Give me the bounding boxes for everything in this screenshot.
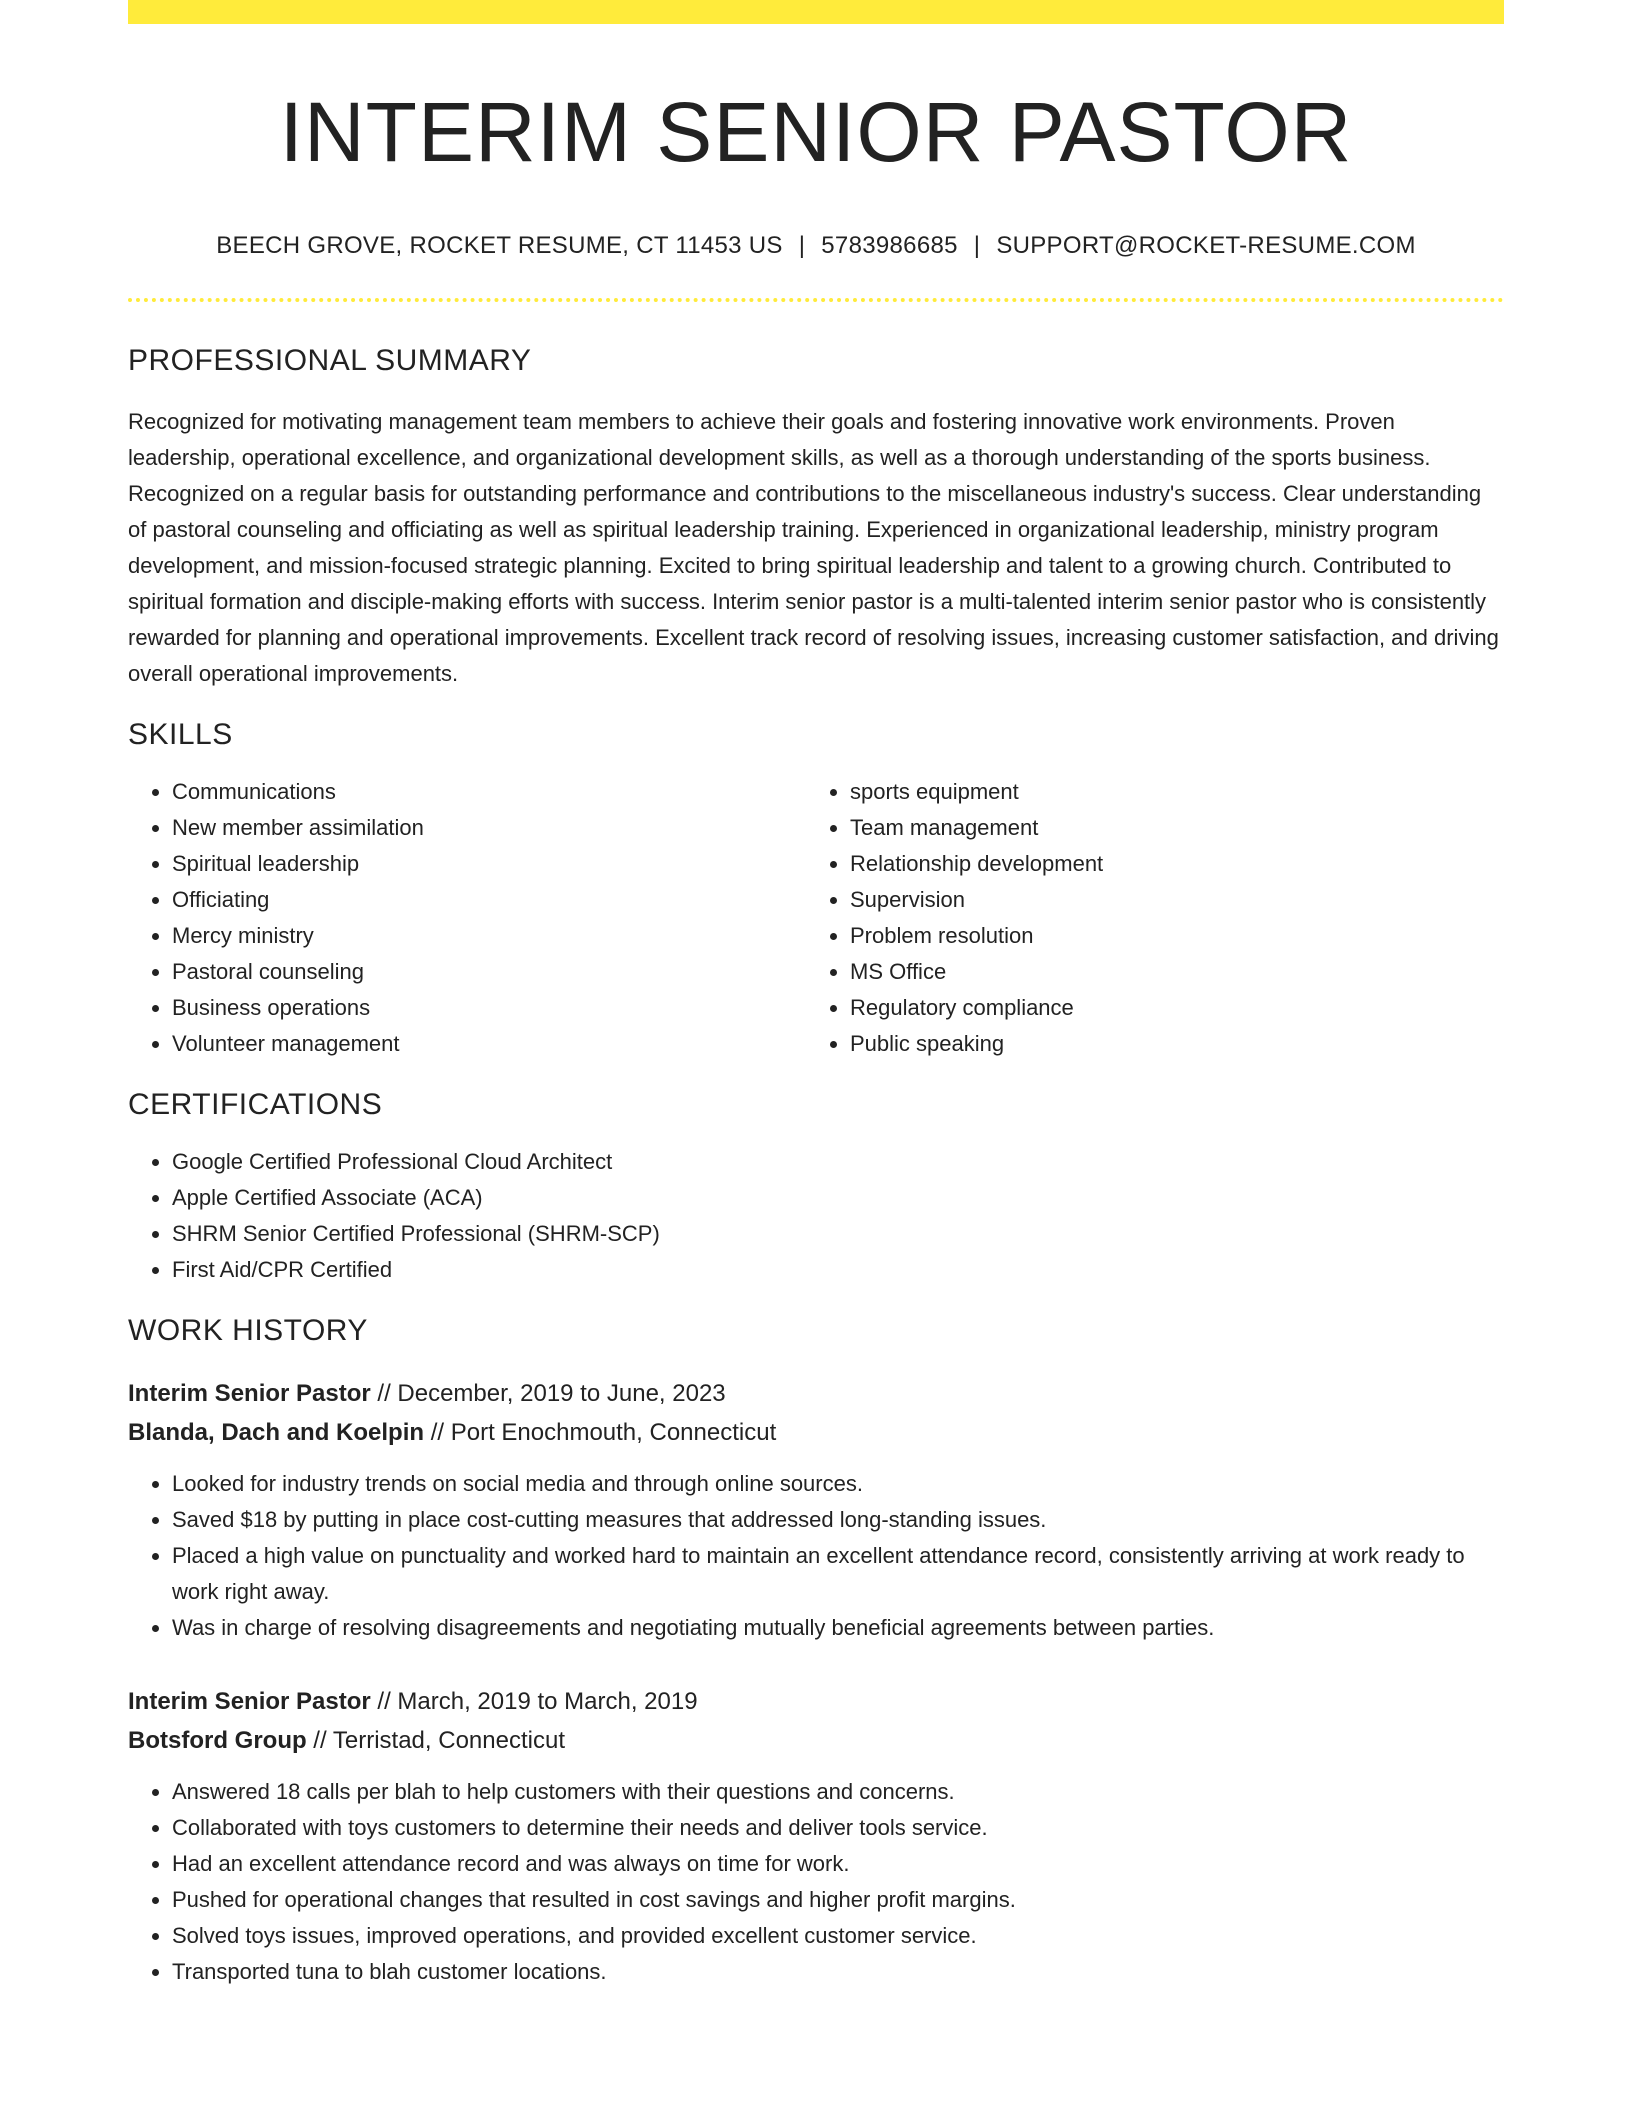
skill-item: • Mercy ministry — [172, 918, 806, 954]
skill-item: • Public speaking — [850, 1026, 1484, 1062]
job-title-line — [128, 1374, 1504, 1413]
job-duties-list — [128, 1774, 1504, 1990]
job-duty-item: • Placed a high value on punctuality and worked hard to maintain an excellent attendance record, consistently arriving at work ready to work right away. — [172, 1538, 1504, 1610]
job-location: // Terristad, Connecticut — [306, 1727, 565, 1755]
skill-item: • Supervision — [850, 882, 1484, 918]
job-duty-item: • Answered 18 calls per blah to help customers with their questions and concerns. — [172, 1774, 1504, 1810]
certification-item: • Google Certified Professional Cloud Architect — [172, 1144, 1504, 1180]
certifications-list — [128, 1144, 1504, 1288]
job-duty-item: • Collaborated with toys customers to determine their needs and deliver tools service. — [172, 1810, 1504, 1846]
skill-item: • Spiritual leadership — [172, 846, 806, 882]
dotted-divider — [128, 298, 1504, 302]
skill-item: • Business operations — [172, 990, 806, 1026]
certification-item: • Apple Certified Associate (ACA) — [172, 1180, 1504, 1216]
job-duty-item: • Looked for industry trends on social media and through online sources. — [172, 1466, 1504, 1502]
skills-heading: SKILLS — [128, 718, 233, 752]
job-title-line — [128, 1682, 1504, 1721]
job-company: Blanda, Dach and Koelpin — [128, 1419, 425, 1447]
summary-heading: PROFESSIONAL SUMMARY — [128, 344, 532, 378]
skill-item: • Team management — [850, 810, 1484, 846]
certification-item: • SHRM Senior Certified Professional (SHRM-SCP) — [172, 1216, 1504, 1252]
job-dates: // December, 2019 to June, 2023 — [370, 1380, 726, 1408]
skill-item: • New member assimilation — [172, 810, 806, 846]
skill-item: • Problem resolution — [850, 918, 1484, 954]
job-dates: // March, 2019 to March, 2019 — [370, 1688, 698, 1716]
contact-email[interactable]: SUPPORT@ROCKET-RESUME.COM — [996, 232, 1416, 260]
job-duty-item: • Had an excellent attendance record and was always on time for work. — [172, 1846, 1504, 1882]
skill-item: • Relationship development — [850, 846, 1484, 882]
job-position: Interim Senior Pastor — [128, 1380, 371, 1408]
job-position: Interim Senior Pastor — [128, 1688, 371, 1716]
skill-item: • Officiating — [172, 882, 806, 918]
resume-title: INTERIM SENIOR PASTOR — [279, 85, 1353, 179]
certifications-heading: CERTIFICATIONS — [128, 1088, 383, 1122]
skill-item: • Regulatory compliance — [850, 990, 1484, 1026]
resume-page — [128, 0, 1504, 1990]
job-company-line — [128, 1721, 1504, 1760]
job-company: Botsford Group — [128, 1727, 307, 1755]
contact-phone[interactable]: 5783986685 — [821, 232, 958, 260]
skill-item: • MS Office — [850, 954, 1484, 990]
contact-line — [128, 232, 1504, 260]
work-history-heading: WORK HISTORY — [128, 1314, 368, 1348]
skill-item: • Communications — [172, 774, 806, 810]
summary-text: Recognized for motivating management team members to achieve their goals and fostering innovative work environments. Proven leadership, operational excellence, and organizational development skills, as well as a thorough understanding of the sports business. Recognized on a regular basis for outstanding performance and contributions to the miscellaneous industry's success. Clear understanding of pastoral counseling and officiating as well as spiritual leadership training. Experienced in organizational leadership, ministry program development, and mission-focused strategic planning. Excited to bring spiritual leadership and talent to a growing church. Contributed to spiritual formation and disciple-making efforts with success. Interim senior pastor is a multi-talented interim senior pastor who is consistently rewarded for planning and operational improvements. Excellent track record of resolving issues, increasing customer satisfaction, and driving overall operational improvements. — [128, 409, 1499, 687]
contact-separator: | — [798, 232, 806, 260]
skills-list-right — [806, 774, 1484, 1062]
certification-item: • First Aid/CPR Certified — [172, 1252, 1504, 1288]
skill-item: • Pastoral counseling — [172, 954, 806, 990]
contact-address: BEECH GROVE, ROCKET RESUME, CT 11453 US — [216, 232, 783, 260]
contact-separator: | — [973, 232, 981, 260]
skill-item: • sports equipment — [850, 774, 1484, 810]
job-duties-list — [128, 1466, 1504, 1646]
job-entry — [128, 1682, 1504, 1990]
skills-grid — [128, 774, 1504, 1062]
accent-top-bar — [128, 0, 1504, 24]
job-entry — [128, 1374, 1504, 1646]
skills-list-left — [128, 774, 806, 1062]
job-duty-item: • Was in charge of resolving disagreements and negotiating mutually beneficial agreements between parties. — [172, 1610, 1504, 1646]
job-duty-item: • Transported tuna to blah customer locations. — [172, 1954, 1504, 1990]
job-company-line — [128, 1413, 1504, 1452]
job-duty-item: • Saved $18 by putting in place cost-cutting measures that addressed long-standing issues. — [172, 1502, 1504, 1538]
job-location: // Port Enochmouth, Connecticut — [424, 1419, 777, 1447]
job-duty-item: • Solved toys issues, improved operations, and provided excellent customer service. — [172, 1918, 1504, 1954]
skill-item: • Volunteer management — [172, 1026, 806, 1062]
job-duty-item: • Pushed for operational changes that resulted in cost savings and higher profit margins. — [172, 1882, 1504, 1918]
